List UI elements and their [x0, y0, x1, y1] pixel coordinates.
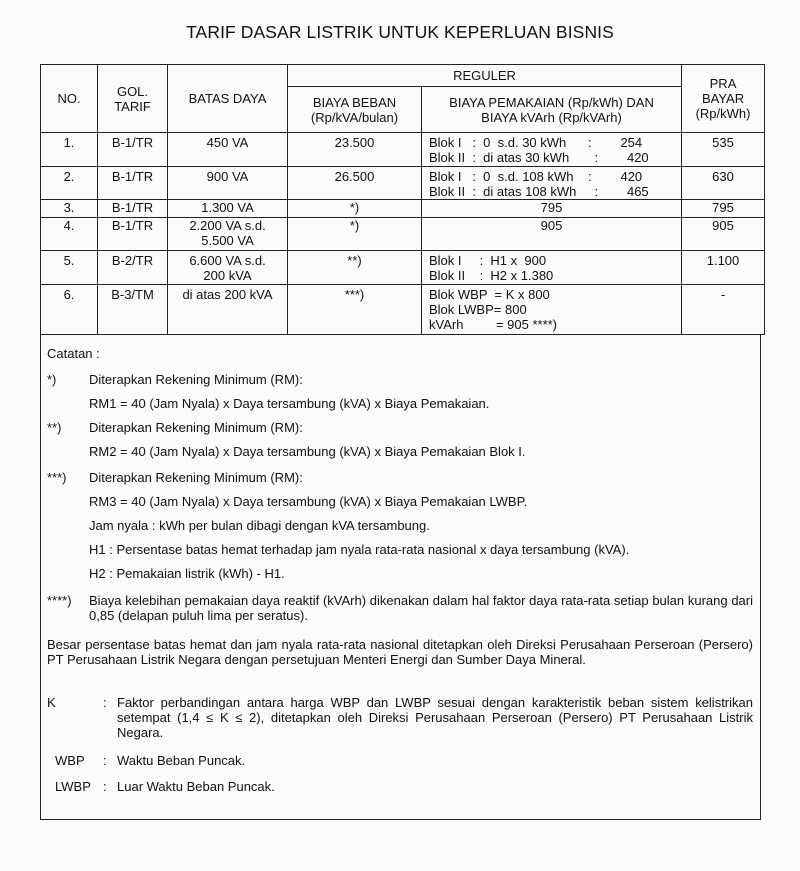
cell-gol: B-1/TR — [98, 200, 168, 218]
cell-beban: ***) — [288, 285, 422, 335]
table-row — [41, 167, 765, 200]
cell-pra: 535 — [682, 133, 765, 167]
cell-gol: B-1/TR — [98, 133, 168, 167]
header-biaya-beban: BIAYA BEBAN (Rp/kVA/bulan) — [288, 87, 422, 133]
cell-gol: B-1/TR — [98, 218, 168, 251]
cell-no: 6. — [41, 285, 98, 335]
cell-pemakaian: Blok I : 0 s.d. 108 kWh : 420 Blok II : di atas 108 kWh : 465 — [422, 167, 682, 200]
note-besar: Besar persentase batas hemat dan jam nyala rata-rata nasional ditetapkan oleh Direksi Perusahaan Perseroan (Persero) PT Perusahaan Listrik Negara dengan persetujuan Menteri Energi dan Sumber Daya Mineral. — [47, 637, 753, 667]
table-row — [41, 218, 765, 251]
note-3-line-3: Jam nyala : kWh per bulan dibagi dengan kVA tersambung. — [89, 518, 430, 533]
cell-no: 5. — [41, 251, 98, 285]
note-mark-1: *) — [47, 372, 57, 387]
table-row — [41, 133, 765, 167]
note-3-line-5: H2 : Pemakaian listrik (kWh) - H1. — [89, 566, 285, 581]
table-row — [41, 200, 765, 218]
note-lwbp-text: Luar Waktu Beban Puncak. — [117, 779, 275, 794]
table-row — [41, 251, 765, 285]
header-pra-bayar: PRA BAYAR (Rp/kWh) — [682, 65, 765, 133]
note-2-line-1: Diterapkan Rekening Minimum (RM): — [89, 420, 303, 435]
cell-beban: 26.500 — [288, 167, 422, 200]
notes-section — [40, 334, 761, 820]
cell-beban: 23.500 — [288, 133, 422, 167]
note-2-line-2: RM2 = 40 (Jam Nyala) x Daya tersambung (kVA) x Biaya Pemakaian Blok I. — [89, 444, 526, 459]
cell-gol: B-3/TM — [98, 285, 168, 335]
cell-beban: *) — [288, 200, 422, 218]
cell-batas: 450 VA — [168, 133, 288, 167]
cell-no: 1. — [41, 133, 98, 167]
cell-beban: **) — [288, 251, 422, 285]
cell-pemakaian: Blok WBP = K x 800 Blok LWBP= 800 kVArh = 905 ****) — [422, 285, 682, 335]
cell-batas: 900 VA — [168, 167, 288, 200]
header-reguler: REGULER — [288, 65, 682, 87]
note-3-line-4: H1 : Persentase batas hemat terhadap jam nyala rata-rata nasional x daya tersambung (kVA). — [89, 542, 630, 557]
cell-beban: *) — [288, 218, 422, 251]
note-wbp-text: Waktu Beban Puncak. — [117, 753, 246, 768]
note-4-text: Biaya kelebihan pemakaian daya reaktif (kVArh) dikenakan dalam hal faktor daya rata-rata setiap bulan kurang dari 0,85 (delapan puluh lima per seratus). — [89, 593, 753, 623]
cell-pra: 1.100 — [682, 251, 765, 285]
note-k-text: Faktor perbandingan antara harga WBP dan LWBP sesuai dengan karakteristik beban sistem kelistrikan setempat (1,4 ≤ K ≤ 2), ditetapkan oleh Direksi Perusahaan Perseroan (Persero) PT Perusahaan Listrik Negara. — [117, 695, 753, 740]
table-row — [41, 285, 765, 335]
note-mark-2: **) — [47, 420, 62, 435]
note-1-line-1: Diterapkan Rekening Minimum (RM): — [89, 372, 303, 387]
note-3-line-1: Diterapkan Rekening Minimum (RM): — [89, 470, 303, 485]
note-mark-4: ****) — [47, 593, 72, 608]
note-lwbp-sep: : — [103, 779, 107, 794]
header-batas-daya: BATAS DAYA — [168, 65, 288, 133]
cell-pra: - — [682, 285, 765, 335]
cell-batas: 6.600 VA s.d. 200 kVA — [168, 251, 288, 285]
cell-pemakaian: Blok I : 0 s.d. 30 kWh : 254 Blok II : di atas 30 kWh : 420 — [422, 133, 682, 167]
cell-no: 2. — [41, 167, 98, 200]
notes-heading: Catatan : — [47, 346, 100, 361]
cell-no: 3. — [41, 200, 98, 218]
cell-pemakaian: Blok I : H1 x 900 Blok II : H2 x 1.380 — [422, 251, 682, 285]
note-k-sep: : — [103, 695, 107, 710]
cell-batas: 2.200 VA s.d. 5.500 VA — [168, 218, 288, 251]
cell-batas: 1.300 VA — [168, 200, 288, 218]
cell-pemakaian: 795 — [422, 200, 682, 218]
cell-pra: 905 — [682, 218, 765, 251]
header-gol-tarif: GOL. TARIF — [98, 65, 168, 133]
page-title: TARIF DASAR LISTRIK UNTUK KEPERLUAN BISNIS — [186, 22, 614, 42]
header-biaya-pemakaian: BIAYA PEMAKAIAN (Rp/kWh) DAN BIAYA kVArh (Rp/kVArh) — [422, 87, 682, 133]
cell-no: 4. — [41, 218, 98, 251]
note-mark-3: ***) — [47, 470, 67, 485]
header-no: NO. — [41, 65, 98, 133]
cell-pemakaian: 905 — [422, 218, 682, 251]
cell-pra: 630 — [682, 167, 765, 200]
cell-pra: 795 — [682, 200, 765, 218]
note-wbp-sep: : — [103, 753, 107, 768]
cell-batas: di atas 200 kVA — [168, 285, 288, 335]
note-lwbp-term: LWBP — [55, 779, 91, 794]
note-wbp-term: WBP — [55, 753, 85, 768]
tariff-table — [40, 64, 765, 335]
cell-gol: B-2/TR — [98, 251, 168, 285]
note-k-term: K — [47, 695, 56, 710]
note-3-line-2: RM3 = 40 (Jam Nyala) x Daya tersambung (kVA) x Biaya Pemakaian LWBP. — [89, 494, 528, 509]
note-1-line-2: RM1 = 40 (Jam Nyala) x Daya tersambung (kVA) x Biaya Pemakaian. — [89, 396, 490, 411]
cell-gol: B-1/TR — [98, 167, 168, 200]
